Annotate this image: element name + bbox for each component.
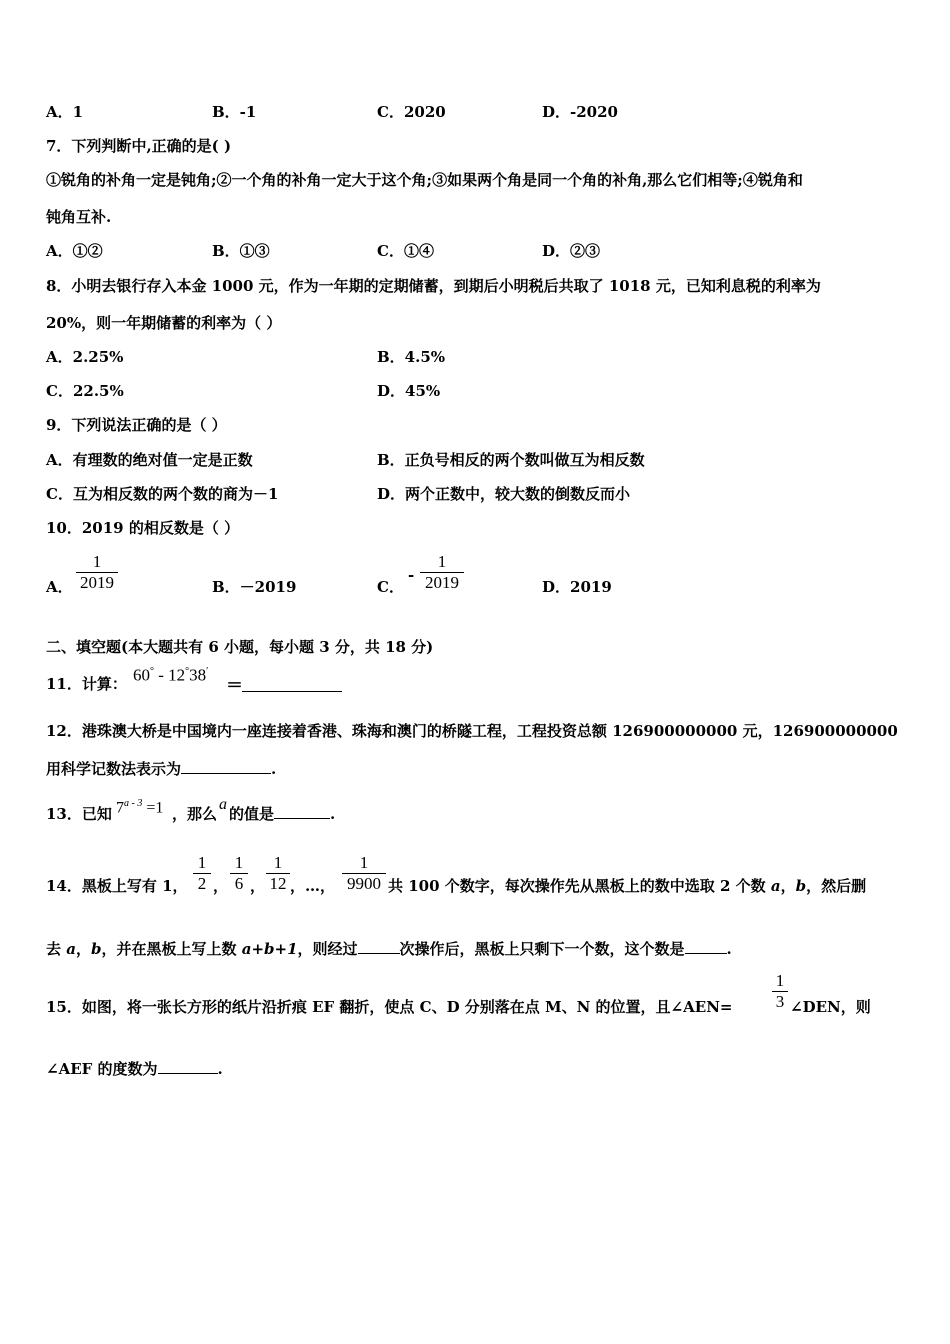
q12-line1: 12．港珠澳大桥是中国境内一座连接着香港、珠海和澳门的桥隧工程，工程投资总额 126900000000 元，126900000000 — [46, 722, 898, 740]
q14-rest — [388, 876, 866, 896]
q14-fraction-4 — [342, 853, 386, 894]
q6-option-b: B．-1 — [212, 103, 257, 121]
fraction-denominator: 3 — [775, 992, 785, 1011]
fraction-numerator: 1 — [273, 853, 283, 872]
q11-answer-blank[interactable] — [242, 691, 342, 692]
q7-option-b: B．①③ — [212, 242, 270, 260]
q10-option-c-label: C． — [377, 578, 404, 596]
fraction-numerator: 1 — [775, 971, 785, 990]
q14-line2-var-b: b — [90, 940, 102, 958]
q13-answer-blank[interactable] — [274, 818, 330, 819]
q9-option-c: C．互为相反数的两个数的商为－1 — [46, 485, 279, 503]
q13-exponent: a - 3 — [124, 798, 143, 809]
q9-option-d: D．两个正数中，较大数的倒数反而小 — [377, 485, 631, 503]
q9-stem: 9．下列说法正确的是（ ） — [46, 416, 227, 434]
q14-rest2: ，然后删 — [806, 877, 867, 895]
comma: ， — [213, 877, 229, 895]
q13-equation-rhs: =1 — [142, 799, 164, 817]
q14-answer-blank-1[interactable] — [358, 953, 400, 954]
q10-option-a-label: A． — [46, 578, 73, 596]
q10-stem: 10．2019 的相反数是（ ） — [46, 519, 240, 537]
q10-option-c-minus: - — [408, 566, 415, 584]
q11-prefix: 11．计算： — [46, 675, 127, 693]
q14-line2-a: 去 — [46, 940, 67, 958]
q14-line2-d: 次操作后，黑板上只剩下一个数，这个数是 — [399, 940, 685, 958]
fraction-numerator: 1 — [437, 552, 447, 571]
q8-option-b: B．4.5% — [377, 348, 446, 366]
q14-fraction-1 — [193, 853, 211, 894]
q14-var-a: a — [770, 877, 781, 895]
q14-fraction-2 — [230, 853, 248, 894]
q15-text: 15．如图，将一张长方形的纸片沿折痕 EF 翻折，使点 C、D 分别落在点 M、N 的位置，且∠AEN= — [46, 998, 733, 1016]
q6-option-d: D．-2020 — [542, 103, 618, 121]
comma: ， — [250, 877, 266, 895]
fraction-numerator: 1 — [234, 853, 244, 872]
minus-sign: - — [154, 665, 169, 685]
q14-line2-c: ，则经过 — [297, 940, 358, 958]
q11-term-c: 38 — [189, 665, 207, 685]
q14-dots: ，…， — [290, 877, 336, 895]
q6-option-c: C．2020 — [377, 103, 446, 121]
q11-equals: ＝ — [226, 676, 243, 696]
q7-option-c: C．①④ — [377, 242, 434, 260]
fraction-denominator: 2 — [197, 874, 207, 893]
q13-base: 7 — [116, 799, 124, 817]
q8-option-c: C．22.5% — [46, 382, 124, 400]
q13-suffix: 的值是 — [229, 805, 275, 823]
q7-line1: ①锐角的补角一定是钝角;②一个角的补角一定大于这个角;③如果两个角是同一个角的补角,那么它们相等;④锐角和 — [46, 171, 803, 189]
degree-sign: ° — [185, 666, 190, 677]
q10-option-b: B．－2019 — [212, 578, 297, 596]
q11-term-a: 60 — [133, 665, 150, 685]
fraction-numerator: 1 — [359, 853, 369, 872]
q7-line2: 钝角互补. — [46, 208, 112, 226]
q14-line2 — [46, 939, 732, 959]
q14-rest-text: 共 100 个数字，每次操作先从黑板上的数中选取 2 个数 — [388, 877, 771, 895]
section-title: 二、填空题(本大题共有 6 小题，每小题 3 分，共 18 分) — [46, 638, 434, 656]
q7-option-a: A．①② — [46, 242, 103, 260]
q8-option-d: D．45% — [377, 382, 441, 400]
q15-fraction — [772, 971, 788, 1012]
q14-line2-end: . — [726, 940, 732, 958]
q12-line2-text: 用科学记数法表示为 — [46, 760, 182, 778]
degree-sign: ° — [150, 666, 154, 677]
fraction-denominator: 12 — [269, 874, 287, 893]
q15-line2-end: . — [217, 1060, 223, 1078]
q13-expression — [116, 794, 163, 818]
q14-fraction-3 — [266, 853, 290, 894]
q14-line2-comma: ， — [75, 940, 91, 958]
q10-option-a-fraction — [76, 552, 118, 593]
q15-text-end: ∠DEN，则 — [790, 998, 871, 1016]
q13-mid — [172, 796, 336, 825]
q9-option-b: B．正负号相反的两个数叫做互为相反数 — [377, 451, 645, 469]
q7-option-d: D．②③ — [542, 242, 601, 260]
fraction-numerator: 1 — [197, 853, 207, 872]
q10-option-c-fraction — [420, 552, 464, 593]
q13-variable: a — [219, 796, 228, 813]
q13-mid-text: ，那么 — [172, 805, 218, 823]
q7-stem: 7．下列判断中,正确的是( ) — [46, 137, 232, 155]
q14-line2-expr: a+b+1 — [241, 940, 298, 958]
q6-option-a: A．1 — [46, 103, 84, 121]
fraction-denominator: 9900 — [347, 874, 381, 893]
q8-line1: 8．小明去银行存入本金 1000 元，作为一年期的定期储蓄，到期后小明税后共取了 1018 元，已知利息税的利率为 — [46, 277, 821, 295]
q14-line2-b: ，并在黑板上写上数 — [101, 940, 242, 958]
q14-line2-var-a: a — [66, 940, 76, 958]
q14-answer-blank-2[interactable] — [685, 953, 727, 954]
q12-line2 — [46, 759, 276, 779]
q8-line2: 20%，则一年期储蓄的利率为（ ） — [46, 314, 282, 332]
q9-option-a: A．有理数的绝对值一定是正数 — [46, 451, 253, 469]
q14-comma: ， — [780, 877, 796, 895]
fraction-denominator: 2019 — [80, 573, 114, 592]
minute-sign: ′ — [206, 666, 209, 677]
q13-prefix: 13．已知 — [46, 805, 112, 823]
q13-end: . — [330, 805, 336, 823]
q12-line2-end: . — [271, 760, 277, 778]
q15-answer-blank[interactable] — [158, 1073, 218, 1074]
fraction-numerator: 1 — [92, 552, 102, 571]
q15-line2 — [46, 1059, 223, 1079]
fraction-denominator: 6 — [234, 874, 244, 893]
q14-var-b: b — [795, 877, 807, 895]
fraction-denominator: 2019 — [425, 573, 459, 592]
q11-term-b: 12 — [168, 665, 186, 685]
q8-option-a: A．2.25% — [46, 348, 124, 366]
q10-option-d: D．2019 — [542, 578, 612, 596]
q14-prefix: 14．黑板上写有 1， — [46, 877, 188, 895]
q12-answer-blank[interactable] — [181, 773, 271, 774]
q11-expression — [133, 662, 208, 686]
q15-line2-text: ∠AEF 的度数为 — [46, 1060, 158, 1078]
